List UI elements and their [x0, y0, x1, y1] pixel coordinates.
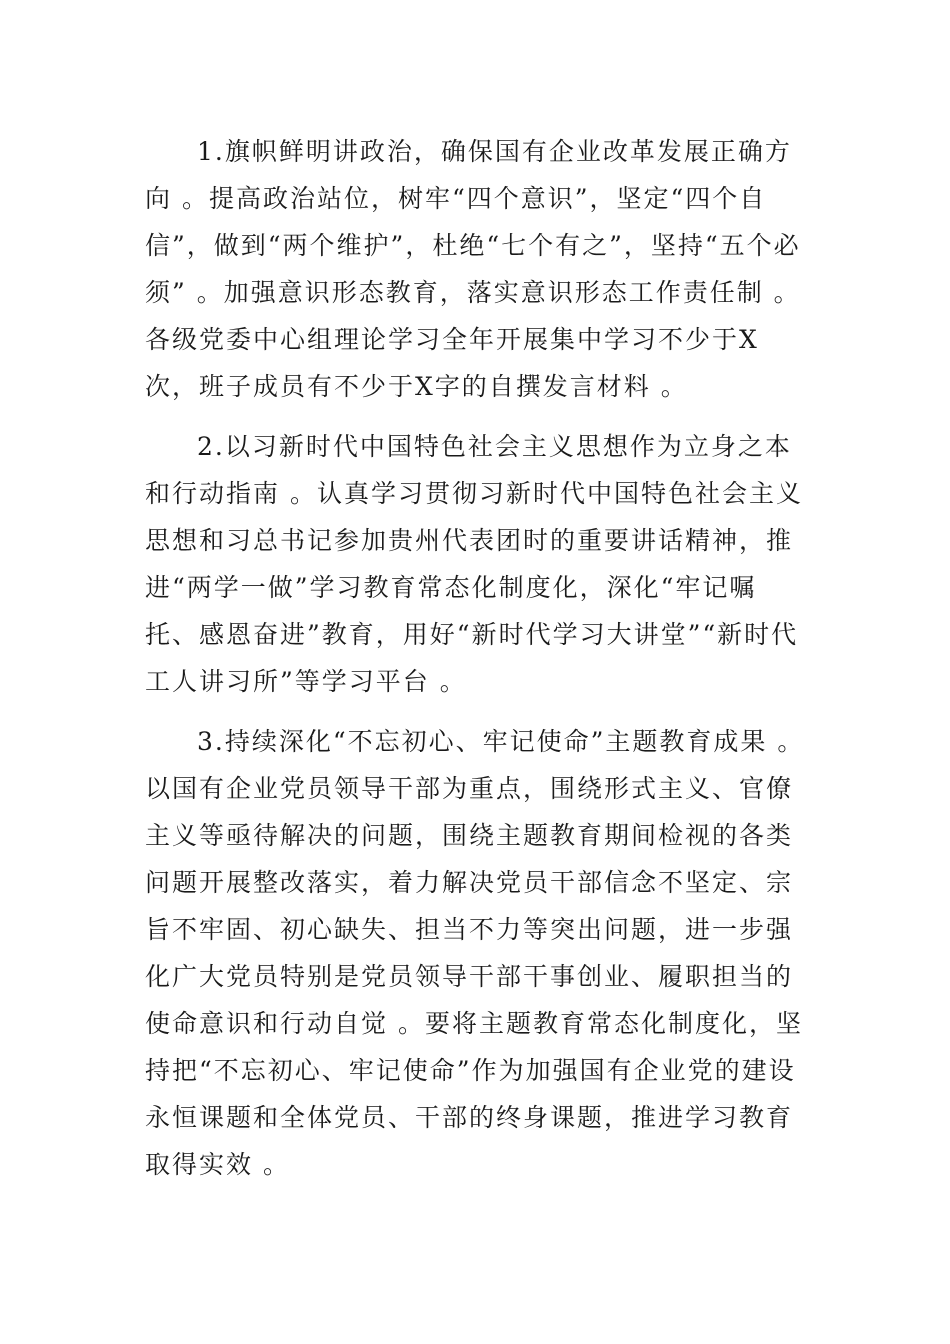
paragraph-3: 3.持续深化“不忘初心、牢记使命”主题教育成果 。以国有企业党员领导干部为重点，围绕形式主义、官僚主义等亟待解决的问题，围绕主题教育期间检视的各类问题开展整改落实，着力解决党员干部信念不坚定、宗旨不牢固、初心缺失、担当不力等突出问题，进一步强化广大党员特别是党员领导干部干事创业、履职担当的使命意识和行动自觉 。要将主题教育常态化制度化，坚持把“不忘初心、牢记使命”作为加强国有企业党的建设永恒课题和全体党员、干部的终身课题，推进学习教育取得实效 。 [145, 727, 805, 1179]
paragraph-2: 2.以习新时代中国特色社会主义思想作为立身之本和行动指南 。认真学习贯彻习新时代中国特色社会主义思想和习总书记参加贵州代表团时的重要讲话精神，推进“两学一做”学习教育常态化制度化，深化“牢记嘱托、感恩奋进”教育，用好“新时代学习大讲堂”“新时代工人讲习所”等学习平台 。 [145, 432, 803, 696]
paragraph-1: 1.旗帜鲜明讲政治，确保国有企业改革发展正确方向 。提高政治站位，树牢“四个意识”，坚定“四个自信”，做到“两个维护”，杜绝“七个有之”，坚持“五个必须” 。加强意识形态教育，落实意识形态工作责任制 。各级党委中心组理论学习全年开展集中学习不少于X次，班子成员有不少于X字的自撰发言材料 。 [145, 137, 801, 401]
document-body [145, 128, 810, 1188]
